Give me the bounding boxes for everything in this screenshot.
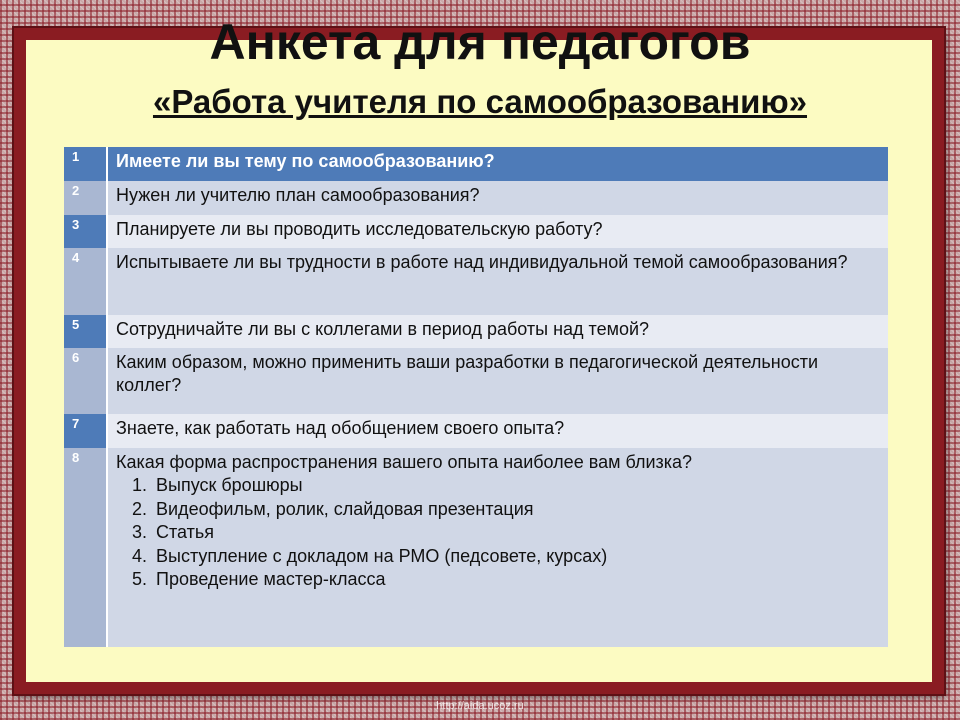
table-row (64, 215, 888, 248)
table-row (64, 414, 888, 448)
answer-options (116, 474, 882, 592)
table-row (64, 147, 888, 181)
slide-subtitle: «Работа учителя по самообразованию» (152, 83, 808, 120)
question-number: 7 (64, 414, 107, 448)
question-number: 8 (64, 448, 107, 647)
question-number: 4 (64, 248, 107, 315)
question-text: Каким образом, можно применить ваши разработки в педагогической деятельности коллег? (116, 352, 819, 395)
answer-option: 2. Видеофильм, ролик, слайдовая презентация (152, 498, 882, 522)
question-number: 6 (64, 348, 107, 414)
slide-title: Анкета для педагогов (209, 14, 751, 70)
survey-table (64, 147, 888, 647)
question-text: Какая форма распространения вашего опыта наиболее вам близка? (116, 452, 693, 472)
table-row (64, 348, 888, 414)
question-number: 5 (64, 315, 107, 348)
table-row (64, 448, 888, 647)
answer-option: 1. Выпуск брошюры (152, 474, 882, 498)
answer-option: 4. Выступление с докладом на РМО (педсовете, курсах) (152, 545, 882, 569)
question-cell (107, 448, 888, 647)
question-number: 2 (64, 181, 107, 215)
answer-option: 3. Статья (152, 521, 882, 545)
question-text: Испытываете ли вы трудности в работе над индивидуальной темой самообразования? (116, 252, 848, 272)
question-text: Планируете ли вы проводить исследовательскую работу? (116, 219, 603, 239)
question-text: Имеете ли вы тему по самообразованию? (116, 151, 495, 171)
table-row (64, 315, 888, 348)
question-text: Сотрудничайте ли вы с коллегами в период работы над темой? (116, 319, 650, 339)
question-text: Знаете, как работать над обобщением своего опыта? (116, 418, 565, 438)
table-row (64, 181, 888, 215)
question-number: 3 (64, 215, 107, 248)
answer-option: 5. Проведение мастер-класса (152, 568, 882, 592)
question-text: Нужен ли учителю план самообразования? (116, 185, 480, 205)
question-number: 1 (64, 147, 107, 181)
watermark-url: http://aida.ucoz.ru (436, 700, 524, 712)
table-row (64, 248, 888, 315)
